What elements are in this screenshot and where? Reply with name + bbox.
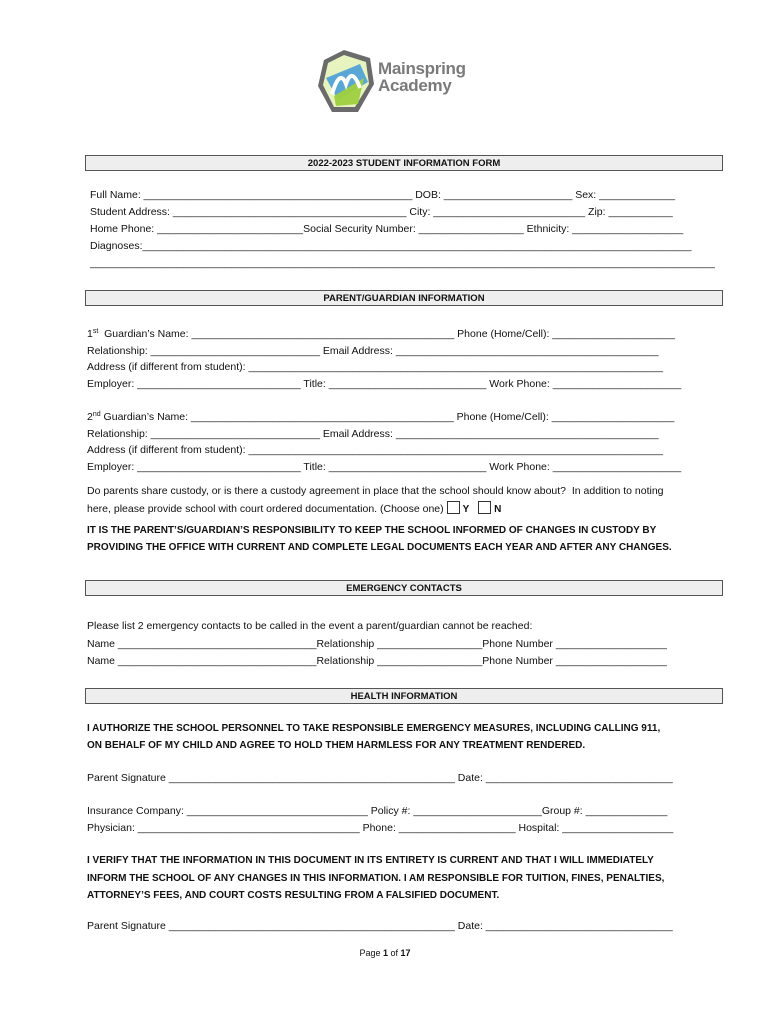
custody-no-checkbox[interactable] bbox=[478, 501, 491, 514]
form-title: 2022-2023 STUDENT INFORMATION FORM bbox=[85, 155, 723, 171]
guardian1-name-line[interactable]: 1st Guardian’s Name: _____________________________________________ Phone (Home/Cell): _____________________ bbox=[87, 328, 675, 340]
physician-line[interactable]: Physician: ______________________________________ Phone: ____________________ Hospital: ___________________ bbox=[87, 822, 674, 834]
verification-statement-line2: INFORM THE SCHOOL OF ANY CHANGES IN THIS INFORMATION. I AM RESPONSIBLE FOR TUITION, FINES, PENALTIES, bbox=[87, 873, 665, 884]
guardian1-address-line[interactable]: Address (if different from student): _______________________________________________________________________ bbox=[87, 361, 664, 373]
diagnoses-line[interactable]: Diagnoses:______________________________________________________________________________________________ bbox=[90, 240, 692, 252]
home-phone-line[interactable]: Home Phone: _________________________Social Security Number: __________________ Ethnicity: ___________________ bbox=[90, 223, 684, 235]
guardian2-relationship-line[interactable]: Relationship: _____________________________ Email Address: _____________________________________________ bbox=[87, 428, 659, 440]
custody-notice-line2: PROVIDING THE OFFICE WITH CURRENT AND COMPLETE LEGAL DOCUMENTS EACH YEAR AND AFTER ANY CHANGES. bbox=[87, 542, 672, 553]
full-name-line[interactable]: Full Name: ______________________________________________ DOB: ______________________ Sex: _____________ bbox=[90, 189, 676, 201]
parent-signature-line[interactable]: Parent Signature _________________________________________________ Date: ________________________________ bbox=[87, 772, 673, 784]
verification-statement: I VERIFY THAT THE INFORMATION IN THIS DOCUMENT IN ITS ENTIRETY IS CURRENT AND THAT I WILL IMMEDIATELY bbox=[87, 855, 654, 866]
parent-guardian-header: PARENT/GUARDIAN INFORMATION bbox=[85, 290, 723, 306]
health-information-header: HEALTH INFORMATION bbox=[85, 688, 723, 704]
authorization-statement-line2: ON BEHALF OF MY CHILD AND AGREE TO HOLD THEM HARMLESS FOR ANY TREATMENT RENDERED. bbox=[87, 740, 586, 751]
emergency-intro: Please list 2 emergency contacts to be called in the event a parent/guardian cannot be reached: bbox=[87, 620, 533, 632]
emergency-contact-row[interactable]: Name __________________________________Relationship __________________Phone Number ___________________ bbox=[87, 655, 667, 667]
custody-notice: IT IS THE PARENT’S/GUARDIAN’S RESPONSIBILITY TO KEEP THE SCHOOL INFORMED OF CHANGES IN CUSTODY BY bbox=[87, 525, 657, 536]
custody-no-label: N bbox=[494, 504, 502, 515]
guardian1-employer-line[interactable]: Employer: ____________________________ Title: ___________________________ Work Phone: ______________________ bbox=[87, 378, 682, 390]
logo-wordmark: Mainspring Academy bbox=[378, 59, 466, 95]
custody-yes-label: Y bbox=[462, 504, 470, 515]
diagnoses-continuation-line[interactable]: ___________________________________________________________________________________________________________ bbox=[90, 257, 715, 269]
custody-question-line2: here, please provide school with court ordered documentation. (Choose one) Y N bbox=[87, 503, 502, 515]
custody-yes-checkbox[interactable] bbox=[447, 501, 460, 514]
guardian2-name-line[interactable]: 2nd Guardian’s Name: _____________________________________________ Phone (Home/Cell): _____________________ bbox=[87, 411, 675, 423]
custody-question: Do parents share custody, or is there a custody agreement in place that the school should know about? In addition to noting bbox=[87, 485, 664, 497]
authorization-statement: I AUTHORIZE THE SCHOOL PERSONNEL TO TAKE RESPONSIBLE EMERGENCY MEASURES, INCLUDING CALLING 911, bbox=[87, 723, 661, 734]
emergency-contact-row[interactable]: Name __________________________________Relationship __________________Phone Number ___________________ bbox=[87, 638, 667, 650]
guardian2-address-line[interactable]: Address (if different from student): _______________________________________________________________________ bbox=[87, 444, 664, 456]
parent-signature-line[interactable]: Parent Signature _________________________________________________ Date: ________________________________ bbox=[87, 920, 673, 932]
page-number: Page 1 of 17 bbox=[359, 948, 411, 958]
student-address-line[interactable]: Student Address: ________________________________________ City: __________________________ Zip: ___________ bbox=[90, 206, 673, 218]
verification-statement-line3: ATTORNEY’S FEES, AND COURT COSTS RESULTING FROM A FALSIFIED DOCUMENT. bbox=[87, 890, 500, 901]
insurance-line[interactable]: Insurance Company: _______________________________ Policy #: ______________________Group #: ______________ bbox=[87, 805, 668, 817]
emergency-contacts-header: EMERGENCY CONTACTS bbox=[85, 580, 723, 596]
guardian1-relationship-line[interactable]: Relationship: _____________________________ Email Address: _____________________________________________ bbox=[87, 345, 659, 357]
guardian2-employer-line[interactable]: Employer: ____________________________ Title: ___________________________ Work Phone: ______________________ bbox=[87, 461, 682, 473]
